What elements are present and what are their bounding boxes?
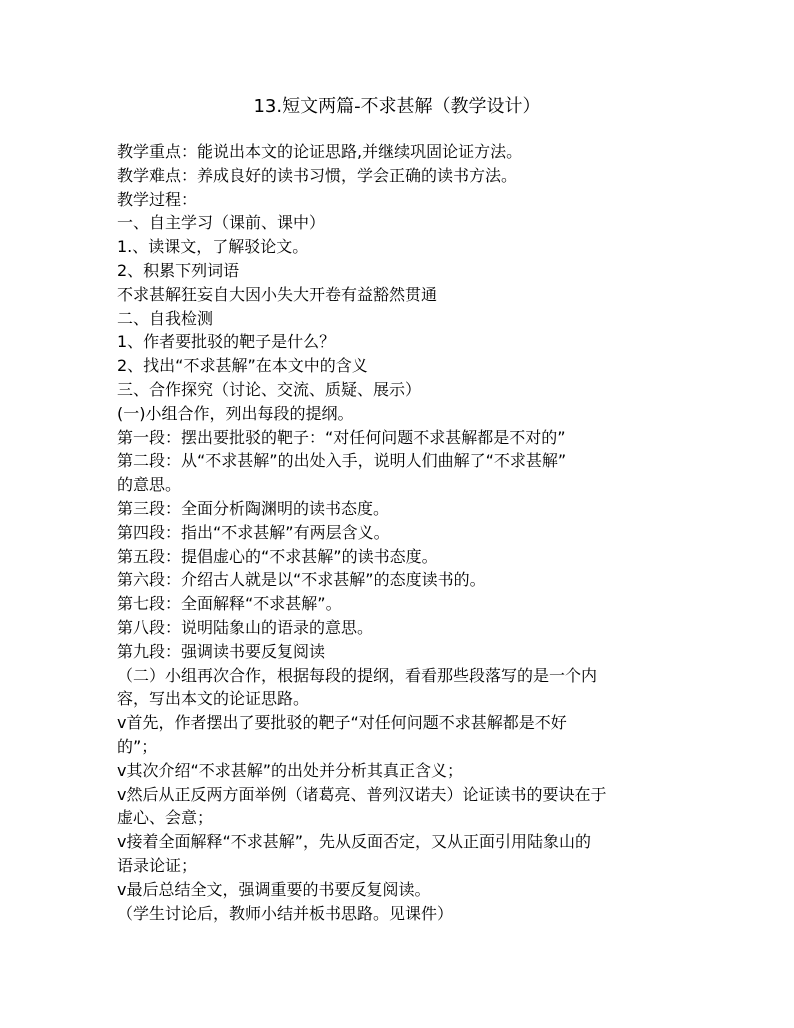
text-line: v然后从正反两方面举例（诸葛亮、普列汉诺夫）论证读书的要诀在于 <box>117 784 607 804</box>
text-line: 1、作者要批驳的靶子是什么？ <box>117 332 336 352</box>
text-line: 的意思。 <box>117 475 182 495</box>
text-line: (一)小组合作，列出每段的提纲。 <box>117 403 354 423</box>
text-line: （学生讨论后，教师小结并板书思路。见课件） <box>117 903 454 923</box>
text-line: 1.、读课文，了解驳论文。 <box>117 237 309 257</box>
text-line: v接着全面解释“不求甚解”，先从反面否定，又从正面引用陆象山的 <box>117 832 592 852</box>
text-line: 一、自主学习（课前、课中） <box>117 213 326 233</box>
text-line: 第七段：全面解释“不求甚解”。 <box>117 594 342 614</box>
text-line: 语录论证； <box>117 855 198 875</box>
text-line: 容，写出本文的论证思路。 <box>117 689 310 709</box>
text-line: 虚心、会意； <box>117 808 214 828</box>
text-line: 第二段：从“不求甚解”的出处入手，说明人们曲解了“不求甚解” <box>117 451 567 471</box>
text-line: 第九段：强调读书要反复阅读 <box>117 641 326 661</box>
text-line: 的”； <box>117 736 158 756</box>
text-line: 第三段：全面分析陶渊明的读书态度。 <box>117 498 390 518</box>
text-line: 三、合作探究（讨论、交流、质疑、展示） <box>117 379 422 399</box>
text-line: 第八段：说明陆象山的语录的意思。 <box>117 617 374 637</box>
text-line: 教学重点：能说出本文的论证思路,并继续巩固论证方法。 <box>117 142 523 161</box>
text-line: 2、找出“不求甚解”在本文中的含义 <box>117 356 368 376</box>
text-line: v其次介绍“不求甚解”的出处并分析其真正含义； <box>117 760 464 780</box>
text-line: 教学过程： <box>117 189 198 209</box>
text-line: 不求甚解狂妄自大因小失大开卷有益豁然贯通 <box>117 284 438 304</box>
text-line: （二）小组再次合作，根据每段的提纲，看看那些段落写的是一个内 <box>117 665 598 685</box>
text-line: 教学难点：养成良好的读书习惯，学会正确的读书方法。 <box>117 165 518 185</box>
text-line: v首先，作者摆出了要批驳的靶子“对任何问题不求甚解都是不好 <box>117 713 567 733</box>
document-body <box>117 140 682 925</box>
text-line: 第四段：指出“不求甚解”有两层含义。 <box>117 522 390 542</box>
text-line: 二、自我检测 <box>117 308 214 328</box>
text-line: 2、积累下列词语 <box>117 260 240 280</box>
text-line: 第一段：摆出要批驳的靶子：“对任何问题不求甚解都是不对的” <box>117 427 566 447</box>
document-title: 13.短文两篇-不求甚解（教学设计） <box>253 96 541 117</box>
text-line: v最后总结全文，强调重要的书要反复阅读。 <box>117 879 431 899</box>
text-line: 第五段：提倡虚心的“不求甚解”的读书态度。 <box>117 546 438 566</box>
text-line: 第六段：介绍古人就是以“不求甚解”的态度读书的。 <box>117 570 486 590</box>
